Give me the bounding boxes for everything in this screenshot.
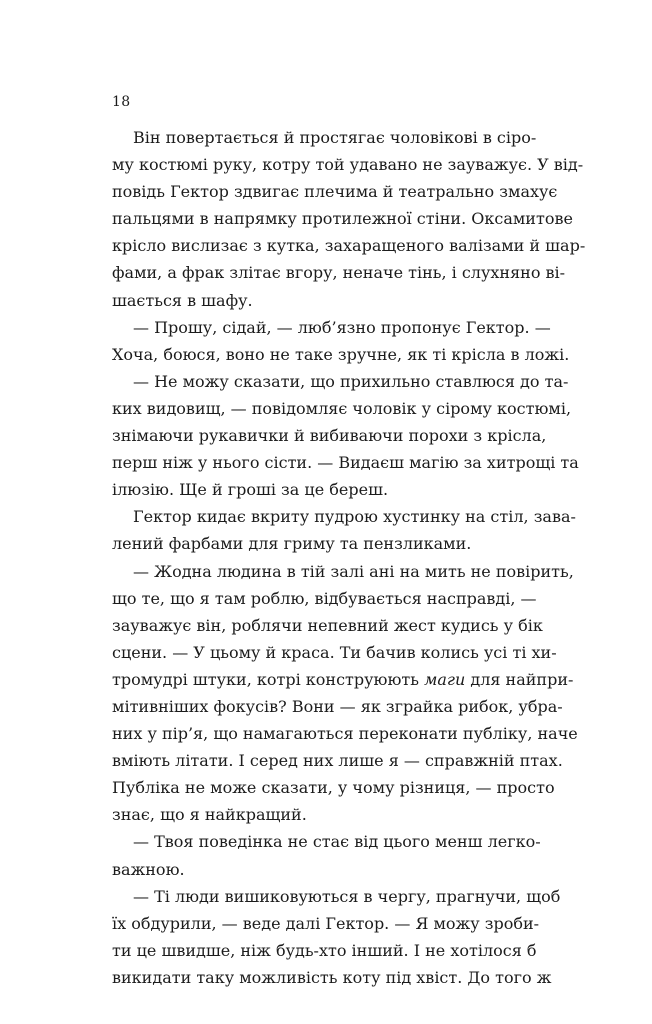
text-line: сцени. — У цьому й краса. Ти бачив колись усі ті хи- <box>112 642 557 662</box>
text-run: тромудрі штуки, котрі конструюють <box>112 669 425 689</box>
text-line: знає, що я найкращий. <box>112 805 307 825</box>
page-number: 18 <box>112 94 131 110</box>
text-line: пальцями в напрямку протилежної стіни. Оксамитове <box>112 209 573 229</box>
text-line: — Твоя поведінка не стає від цього менш легко- <box>133 832 541 852</box>
text-run: для найпри- <box>465 669 574 689</box>
text-line: що те, що я там роблю, відбувається насправді, — <box>112 588 537 608</box>
text-line: мітивніших фокусів? Вони — як зграйка рибок, убра- <box>112 696 563 716</box>
italic-word: маги <box>424 669 466 689</box>
body-text <box>112 124 586 991</box>
text-line: — Ті люди вишиковуються в чергу, прагнучи, щоб <box>133 886 561 906</box>
text-line: перш ніж у нього сісти. — Видаєш магію за хитрощі та <box>112 453 579 473</box>
text-line: викидати таку можливість коту під хвіст. До того ж <box>112 967 552 987</box>
text-line: Публіка не може сказати, у чому різниця, — просто <box>112 778 555 798</box>
text-line: вміють літати. І серед них лише я — справжній птах. <box>112 751 563 771</box>
text-line: лений фарбами для гриму та пензликами. <box>112 534 472 554</box>
text-line: ких видовищ, — повідомляє чоловік у сірому костюмі, <box>112 398 572 418</box>
text-line <box>112 666 574 693</box>
text-line: шається в шафу. <box>112 290 253 310</box>
text-line: крісло вислизає з кутка, захаращеного валізами й шар- <box>112 236 586 256</box>
text-line: знімаючи рукавички й вибиваючи порохи з крісла, <box>112 426 547 446</box>
text-line: Хоча, боюся, воно не таке зручне, як ті крісла в ложі. <box>112 344 570 364</box>
text-line: Гектор кидає вкриту пудрою хустинку на стіл, зава- <box>133 507 576 527</box>
text-line: важною. <box>112 859 185 879</box>
text-line: — Прошу, сідай, — люб’язно пропонує Гектор. — <box>133 317 551 337</box>
text-line: фами, а фрак злітає вгору, неначе тінь, і слухняно ві- <box>112 263 566 283</box>
text-line: ілюзію. Ще й гроші за це береш. <box>112 480 389 500</box>
text-line: них у пір’я, що намагаються переконати публіку, наче <box>112 724 578 744</box>
text-line: ти це швидше, ніж будь-хто інший. І не хотілося б <box>112 940 537 960</box>
text-line: — Жодна людина в тій залі ані на мить не повірить, <box>133 561 574 581</box>
text-line: му костюмі руку, котру той удавано не зауважує. У від- <box>112 155 584 175</box>
text-line: — Не можу сказати, що прихильно ставлюся до та- <box>133 371 569 391</box>
text-line: їх обдурили, — веде далі Гектор. — Я можу зроби- <box>112 913 540 933</box>
text-line: повідь Гектор здвигає плечима й театрально змахує <box>112 182 558 202</box>
text-line: зауважує він, роблячи непевний жест кудись у бік <box>112 615 543 635</box>
text-line: Він повертається й простягає чоловікові в сіро- <box>133 128 537 147</box>
